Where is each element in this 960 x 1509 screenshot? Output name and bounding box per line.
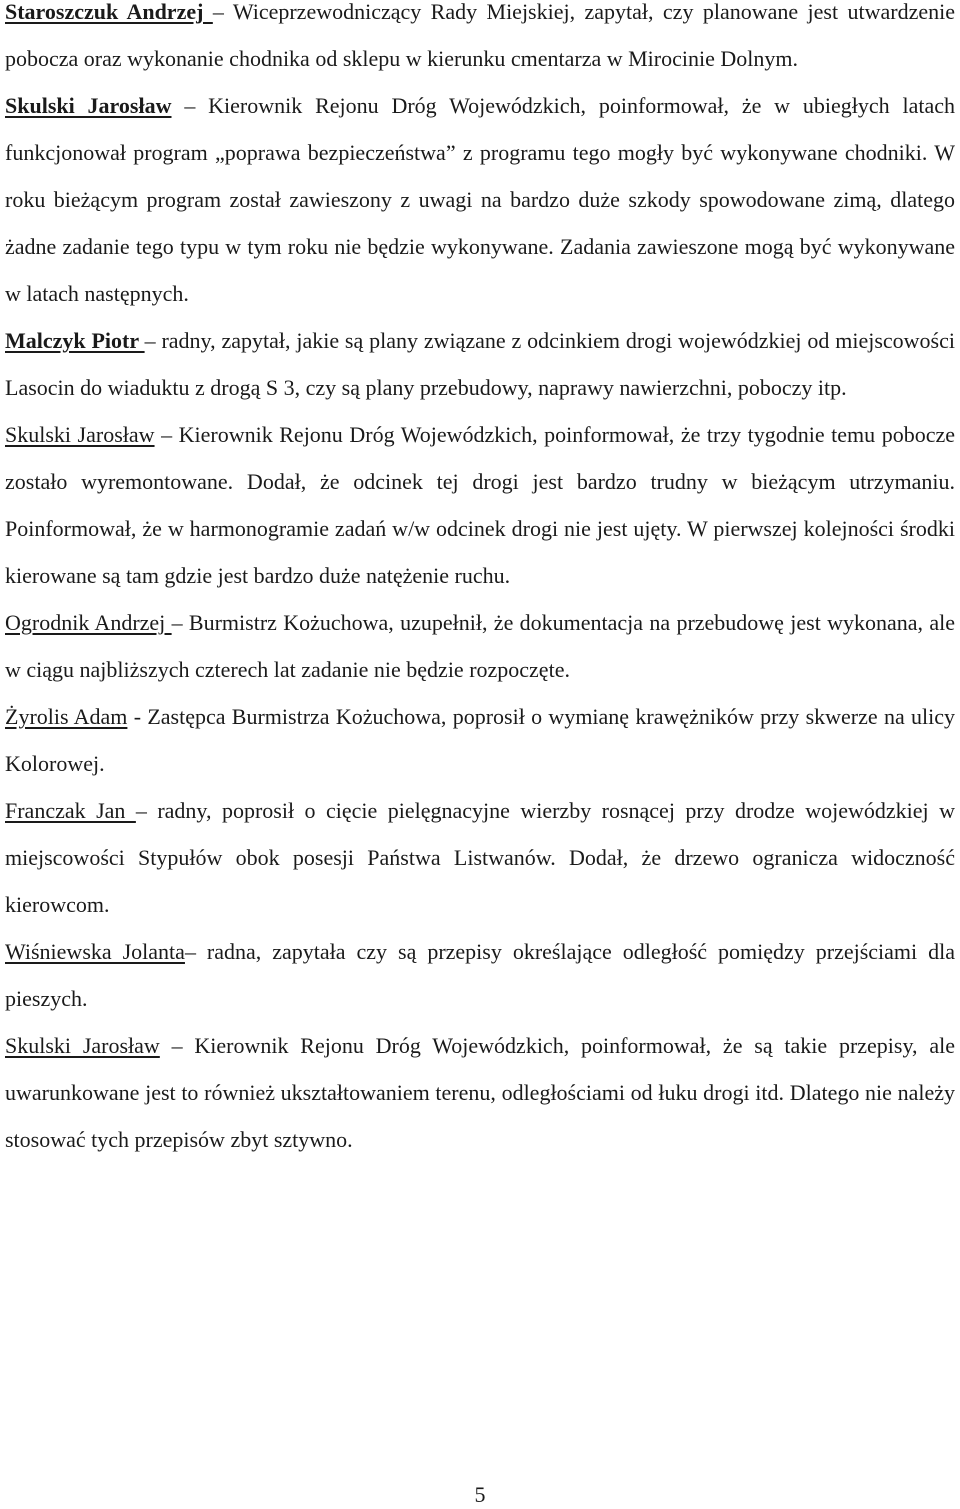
- paragraph-text: - Zastępca Burmistrza Kożuchowa, poprosił o wymianę krawężników przy skwerze na ulicy Kolorowej.: [5, 704, 955, 776]
- speaker-name: Staroszczuk Andrzej: [5, 0, 213, 24]
- paragraph-malczyk: [5, 317, 955, 411]
- speaker-name: Ogrodnik Andrzej: [5, 610, 172, 635]
- paragraph-text: – Kierownik Rejonu Dróg Wojewódzkich, poinformował, że w ubiegłych latach funkcjonował program „poprawa bezpieczeństwa” z programu tego mogły być wykonywane chodniki. W roku bieżącym program został zawieszony z uwagi na bardzo duże szkody spowodowane zimą, dlatego żadne zadanie tego typu w tym roku nie będzie wykonywane. Zadania zawieszone mogą być wykonywane w latach następnych.: [5, 93, 956, 306]
- paragraph-wisniewska: [5, 928, 955, 1022]
- speaker-name: Wiśniewska Jolanta: [5, 939, 185, 964]
- paragraph-text: – Kierownik Rejonu Dróg Wojewódzkich, poinformował, że są takie przepisy, ale uwarunkowane jest to również ukształtowaniem terenu, odległościami od łuku drogi itd. Dlatego nie należy stosować tych przepisów zbyt sztywno.: [5, 1033, 955, 1152]
- paragraph-text: – radny, zapytał, jakie są plany związane z odcinkiem drogi wojewódzkiej od miejscowości Lasocin do wiaduktu z drogą S 3, czy są plany przebudowy, naprawy nawierzchni, poboczy itp.: [5, 328, 955, 400]
- paragraph-franczak: [5, 787, 955, 928]
- paragraph-skulski-2: [5, 411, 955, 599]
- speaker-name: Skulski Jarosław: [5, 1033, 160, 1058]
- paragraph-text: – radna, zapytała czy są przepisy określające odległość pomiędzy przejściami dla pieszych.: [5, 939, 955, 1011]
- speaker-name: Franczak Jan: [5, 798, 136, 823]
- paragraph-skulski-3: [5, 1022, 955, 1163]
- paragraph-text: – Burmistrz Kożuchowa, uzupełnił, że dokumentacja na przebudowę jest wykonana, ale w ciągu najbliższych czterech lat zadanie nie będzie rozpoczęte.: [5, 610, 956, 682]
- paragraph-skulski-1: [5, 82, 955, 317]
- paragraph-zyrolis: [5, 693, 955, 787]
- speaker-name: Skulski Jarosław: [5, 93, 172, 118]
- paragraph-staroszczuk: [5, 0, 955, 82]
- paragraph-text: – Wiceprzewodniczący Rady Miejskiej, zapytał, czy planowane jest utwardzenie pobocza oraz wykonanie chodnika od sklepu w kierunku cmentarza w Mirocinie Dolnym.: [5, 0, 955, 71]
- document-body: [5, 0, 955, 1163]
- paragraph-text: – Kierownik Rejonu Dróg Wojewódzkich, poinformował, że trzy tygodnie temu pobocze zostało wyremontowane. Dodał, że odcinek tej drogi jest bardzo trudny w bieżącym utrzymaniu. Poinformował, że w harmonogramie zadań w/w odcinek drogi nie jest ujęty. W pierwszej kolejności środki kierowane są tam gdzie jest bardzo duże natężenie ruchu.: [5, 422, 956, 588]
- speaker-name: Żyrolis Adam: [5, 704, 128, 729]
- page-number: 5: [474, 1482, 486, 1507]
- paragraph-ogrodnik: [5, 599, 955, 693]
- speaker-name: Malczyk Piotr: [5, 328, 145, 353]
- paragraph-text: – radny, poprosił o cięcie pielęgnacyjne wierzby rosnącej przy drodze wojewódzkiej w miejscowości Stypułów obok posesji Państwa Listwanów. Dodał, że drzewo ogranicza widoczność kierowcom.: [5, 798, 956, 917]
- speaker-name: Skulski Jarosław: [5, 422, 155, 447]
